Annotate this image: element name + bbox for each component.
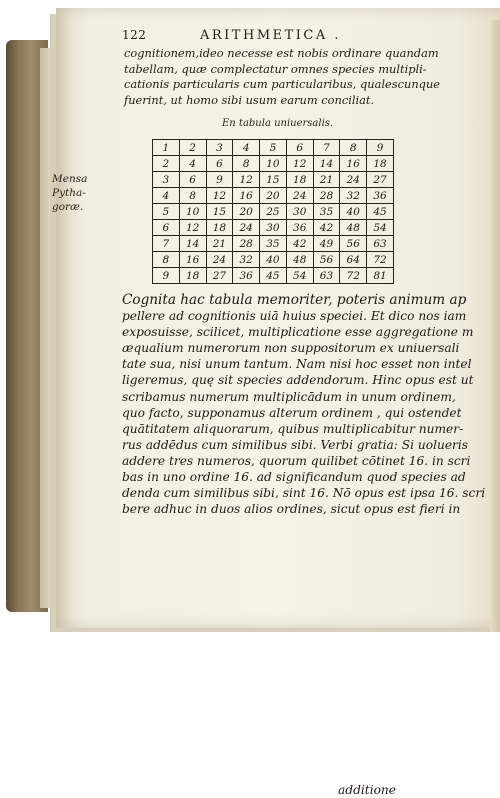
table-cell: 16 xyxy=(179,252,206,268)
table-cell: 48 xyxy=(286,252,313,268)
table-cell: 35 xyxy=(260,236,287,252)
table-cell: 63 xyxy=(367,236,394,252)
table-cell: 7 xyxy=(153,236,180,252)
body-line: Cognita hac tabula memoriter, poteris animum ap xyxy=(122,292,467,308)
table-cell: 27 xyxy=(206,268,233,284)
body-line: rus addēdus cum similibus sibi. Verbi gratia: Si uolueris xyxy=(122,437,469,452)
table-cell: 45 xyxy=(260,268,287,284)
intro-line: cationis particularis cum particularibus, qualescunque xyxy=(124,77,441,92)
table-cell: 9 xyxy=(367,140,394,156)
table-cell: 64 xyxy=(340,252,367,268)
table-cell: 9 xyxy=(153,268,180,284)
table-cell: 10 xyxy=(260,156,287,172)
table-cell: 63 xyxy=(313,268,340,284)
table-row xyxy=(153,252,394,268)
table-cell: 8 xyxy=(340,140,367,156)
table-cell: 56 xyxy=(340,236,367,252)
running-header xyxy=(122,28,392,46)
table-cell: 25 xyxy=(260,204,287,220)
table-row xyxy=(153,172,394,188)
margin-note xyxy=(52,172,122,214)
body-line: bere adhuc in duos alios ordines, sicut opus est fieri in xyxy=(122,502,461,517)
table-cell: 40 xyxy=(260,252,287,268)
table-cell: 24 xyxy=(286,188,313,204)
table-cell: 2 xyxy=(179,140,206,156)
table-cell: 56 xyxy=(313,252,340,268)
table-cell: 12 xyxy=(179,220,206,236)
intro-line: fuerint, ut homo sibi usum earum conciliat. xyxy=(124,92,375,107)
table-cell: 36 xyxy=(233,268,260,284)
table-cell: 20 xyxy=(233,204,260,220)
table-cell: 28 xyxy=(233,236,260,252)
table-cell: 9 xyxy=(206,172,233,188)
table-cell: 54 xyxy=(286,268,313,284)
table-cell: 12 xyxy=(286,156,313,172)
table-cell: 24 xyxy=(340,172,367,188)
table-cell: 1 xyxy=(153,140,180,156)
intro-paragraph xyxy=(124,46,441,108)
body-line: addere tres numeros, quorum quilibet cōtinet 16. in scri xyxy=(122,453,471,468)
table-caption: En tabula uniuersalis. xyxy=(222,118,334,129)
table-cell: 54 xyxy=(367,220,394,236)
margin-note-line: goræ. xyxy=(52,201,84,213)
body-line: scribamus numerum multiplicādum in unum ordinem, xyxy=(122,389,456,404)
table-cell: 6 xyxy=(179,172,206,188)
table-row xyxy=(153,236,394,252)
table-cell: 40 xyxy=(340,204,367,220)
table-cell: 27 xyxy=(367,172,394,188)
table-row xyxy=(153,140,394,156)
table-cell: 8 xyxy=(233,156,260,172)
table-cell: 24 xyxy=(233,220,260,236)
margin-note-line: Mensa Pytha- xyxy=(52,173,88,199)
table-cell: 24 xyxy=(206,252,233,268)
table-cell: 16 xyxy=(340,156,367,172)
body-line: quo facto, supponamus alterum ordinem , qui ostendet xyxy=(122,405,462,420)
body-line: exposuisse, scilicet, multiplicatione esse aggregatione m xyxy=(122,325,474,340)
table-cell: 8 xyxy=(179,188,206,204)
table-cell: 18 xyxy=(206,220,233,236)
page-right-edge xyxy=(490,20,500,632)
table-cell: 6 xyxy=(153,220,180,236)
table-cell: 42 xyxy=(286,236,313,252)
body-line: bas in uno ordine 16. ad significandum quod species ad xyxy=(122,470,466,485)
table-row xyxy=(153,268,394,284)
table-cell: 3 xyxy=(153,172,180,188)
table-cell: 45 xyxy=(367,204,394,220)
body-line: tate sua, nisi unum tantum. Nam nisi hoc esset non intel xyxy=(122,357,472,372)
table-cell: 6 xyxy=(206,156,233,172)
table-row xyxy=(153,220,394,236)
table-cell: 4 xyxy=(179,156,206,172)
table-row xyxy=(153,204,394,220)
table-cell: 8 xyxy=(153,252,180,268)
table-cell: 49 xyxy=(313,236,340,252)
body-paragraph xyxy=(122,292,486,797)
table-cell: 4 xyxy=(233,140,260,156)
table-cell: 14 xyxy=(179,236,206,252)
table-cell: 18 xyxy=(286,172,313,188)
table-cell: 6 xyxy=(286,140,313,156)
intro-line: cognitionem,ideo necesse est nobis ordinare quandam xyxy=(124,46,439,60)
multiplication-table xyxy=(152,139,394,284)
table-cell: 16 xyxy=(233,188,260,204)
table-cell: 12 xyxy=(233,172,260,188)
table-cell: 2 xyxy=(153,156,180,172)
table-cell: 32 xyxy=(233,252,260,268)
body-line: denda cum similibus sibi, sint 16. Nō opus est ipsa 16. scri xyxy=(122,486,486,501)
running-title: ARITHMETICA . xyxy=(200,28,342,43)
body-line: ligeremus, quę sit species addendorum. Hinc opus est ut xyxy=(122,373,474,388)
table-cell: 30 xyxy=(286,204,313,220)
table-cell: 81 xyxy=(367,268,394,284)
table-cell: 10 xyxy=(179,204,206,220)
catchword: additione xyxy=(338,783,396,797)
table-cell: 7 xyxy=(313,140,340,156)
body-line: pellere ad cognitionis uiā huius speciei. Et dico nos iam xyxy=(122,309,467,324)
table-cell: 36 xyxy=(286,220,313,236)
table-cell: 36 xyxy=(367,188,394,204)
table-cell: 28 xyxy=(313,188,340,204)
table-cell: 21 xyxy=(313,172,340,188)
intro-line: tabellam, quæ complectatur omnes species multipli- xyxy=(124,61,427,76)
table-cell: 3 xyxy=(206,140,233,156)
table-row xyxy=(153,156,394,172)
table-cell: 12 xyxy=(206,188,233,204)
table-cell: 5 xyxy=(153,204,180,220)
table-cell: 48 xyxy=(340,220,367,236)
table-cell: 15 xyxy=(260,172,287,188)
table-cell: 42 xyxy=(313,220,340,236)
table-cell: 5 xyxy=(260,140,287,156)
table-cell: 20 xyxy=(260,188,287,204)
table-cell: 32 xyxy=(340,188,367,204)
body-line: quātitatem aliquorarum, quibus multiplicabitur numer- xyxy=(122,421,464,436)
table-cell: 18 xyxy=(179,268,206,284)
table-cell: 14 xyxy=(313,156,340,172)
table-cell: 35 xyxy=(313,204,340,220)
table-cell: 18 xyxy=(367,156,394,172)
table-cell: 15 xyxy=(206,204,233,220)
body-line: æqualium numerorum non suppositorum ex uniuersali xyxy=(122,341,460,356)
page-number: 122 xyxy=(122,28,147,42)
table-cell: 21 xyxy=(206,236,233,252)
table-cell: 72 xyxy=(340,268,367,284)
table-cell: 30 xyxy=(260,220,287,236)
table-cell: 72 xyxy=(367,252,394,268)
table-cell: 4 xyxy=(153,188,180,204)
table-row xyxy=(153,188,394,204)
